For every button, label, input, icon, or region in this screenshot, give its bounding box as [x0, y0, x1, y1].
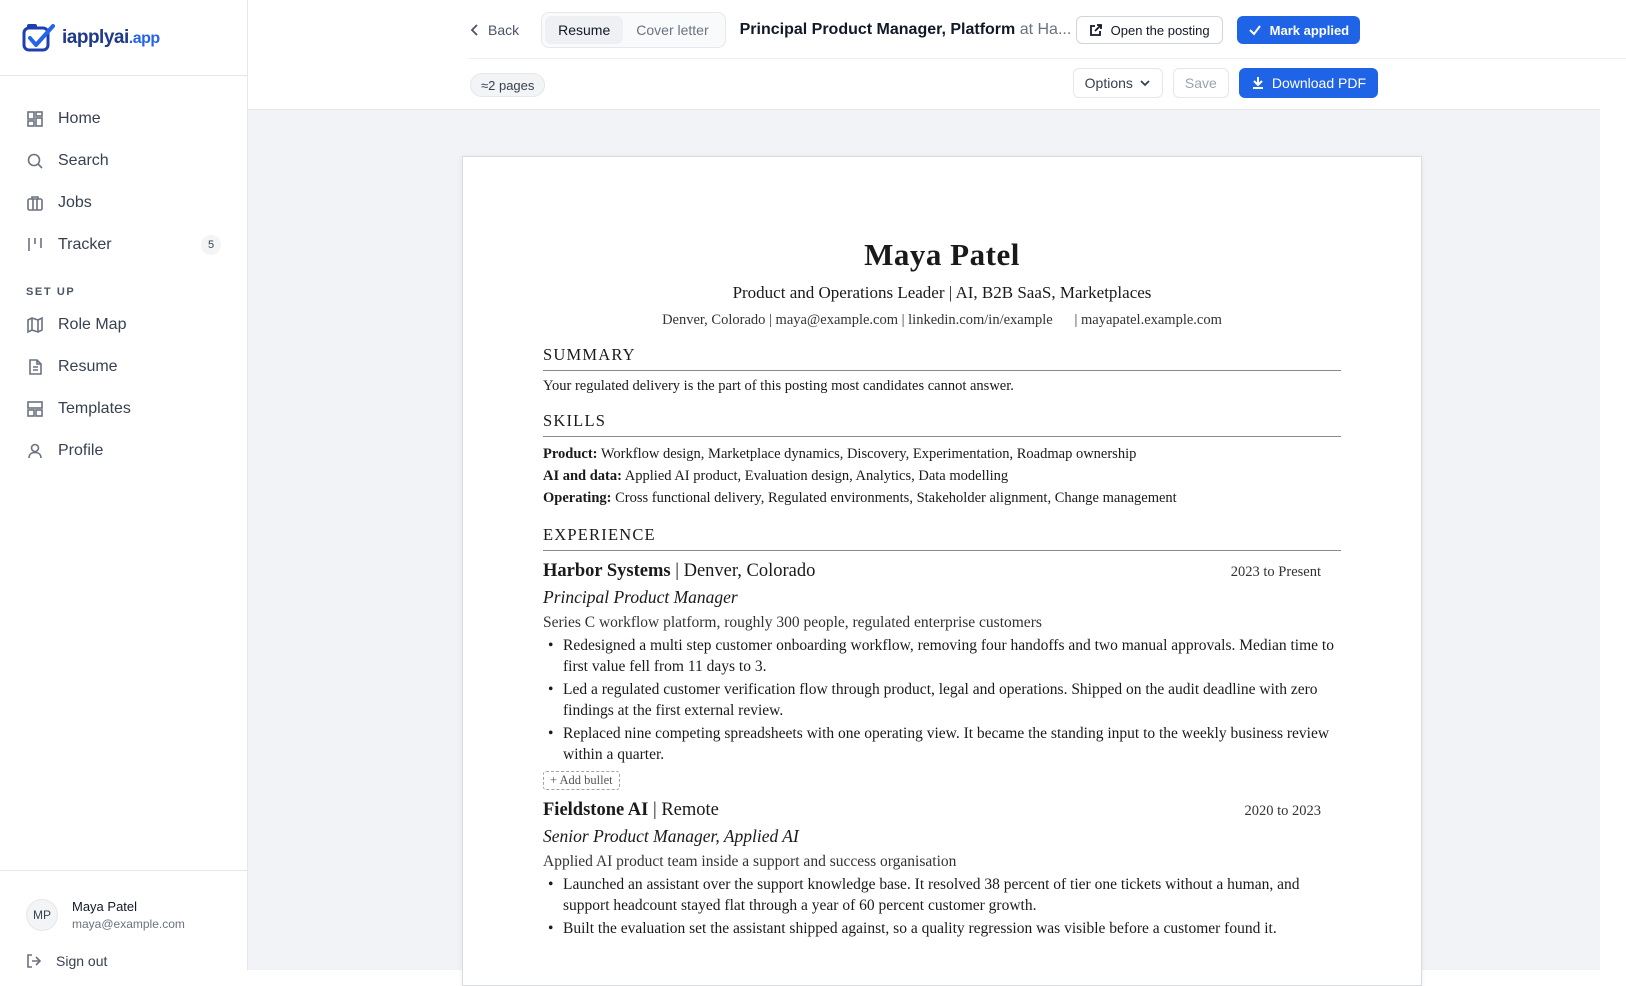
toolbar-divider — [468, 58, 1626, 59]
user-icon — [26, 442, 44, 460]
download-icon — [1251, 76, 1265, 90]
preview-canvas — [248, 110, 1600, 970]
user-name: Maya Patel — [72, 899, 138, 914]
download-label: Download PDF — [1271, 75, 1366, 91]
skill-value: Applied AI product, Evaluation design, Analytics, Data modelling — [624, 468, 1009, 484]
brand-name: iapplyai.app — [62, 26, 160, 48]
bullet[interactable]: • Launched an assistant over the support knowledge base. It resolved 38 percent of tier one tickets without a human, and support headcount stayed flat through a year of 60 percent customer growth. — [543, 874, 1341, 916]
tab-cover-letter[interactable]: Cover letter — [636, 22, 709, 38]
job-title-text: Principal Product Manager, Platform — [739, 21, 1016, 38]
sign-out-icon — [26, 953, 42, 969]
job-header — [543, 561, 1341, 582]
user-menu[interactable] — [26, 899, 247, 931]
job-description[interactable]: Series C workflow platform, roughly 300 people, regulated enterprise customers — [543, 614, 1042, 631]
job-bullets — [543, 635, 1341, 765]
sidebar — [0, 0, 248, 970]
open-posting-label: Open the posting — [1110, 22, 1210, 38]
check-icon — [1248, 23, 1262, 37]
setup-section-title: SET UP — [26, 286, 76, 298]
bullet[interactable]: • Built the evaluation set the assistant shipped against, so a quality regression was visible before a customer found it. — [543, 918, 1341, 939]
resume-contact[interactable]: Denver, Colorado | maya@example.com | linkedin.com/in/example | mayapatel.example.com — [662, 312, 1222, 328]
user-email: maya@example.com — [72, 917, 185, 931]
job-description[interactable]: Applied AI product team inside a support and success organisation — [543, 853, 957, 870]
sign-out-button[interactable] — [26, 953, 247, 969]
resume-page — [462, 156, 1422, 986]
chevron-down-icon — [1139, 77, 1151, 89]
skill-row[interactable] — [543, 465, 1341, 487]
sidebar-item-label: Templates — [58, 400, 131, 417]
templates-icon — [26, 400, 44, 418]
skill-label: AI and data: — [543, 468, 622, 484]
tracker-count-badge: 5 — [201, 235, 221, 255]
company-location: | Remote — [652, 800, 719, 820]
skill-label: Product: — [543, 446, 598, 462]
sidebar-item-search[interactable] — [0, 140, 247, 182]
skills-list — [543, 443, 1341, 509]
summary-heading: SUMMARY — [543, 345, 1341, 371]
options-label: Options — [1084, 75, 1133, 91]
toolbar-row-primary — [468, 11, 1626, 49]
save-button[interactable]: Save — [1173, 68, 1229, 98]
map-icon — [26, 316, 44, 334]
skills-heading: SKILLS — [543, 411, 1341, 437]
sidebar-item-label: Profile — [58, 442, 104, 459]
sidebar-item-templates[interactable] — [0, 388, 247, 430]
company-name: Harbor Systems — [543, 561, 671, 581]
resume-headline[interactable]: Product and Operations Leader | AI, B2B SaaS, Marketplaces — [732, 283, 1152, 302]
skill-value: Cross functional delivery, Regulated environments, Stakeholder alignment, Change management — [615, 490, 1177, 506]
document-icon — [26, 358, 44, 376]
sidebar-item-label: Jobs — [58, 194, 92, 211]
brand[interactable] — [0, 0, 247, 76]
job-role[interactable]: Senior Product Manager, Applied AI — [543, 826, 799, 846]
document-tabs — [541, 12, 726, 48]
back-label: Back — [488, 22, 520, 38]
mark-applied-button[interactable] — [1237, 16, 1360, 44]
search-icon — [26, 152, 44, 170]
sidebar-item-role-map[interactable] — [0, 304, 247, 346]
download-pdf-button[interactable] — [1239, 68, 1378, 98]
sign-out-label: Sign out — [56, 953, 108, 969]
job-header — [543, 800, 1341, 821]
avatar: MP — [26, 899, 58, 931]
company-location: | Denver, Colorado — [675, 561, 816, 581]
sidebar-item-label: Tracker — [58, 236, 112, 253]
sidebar-item-label: Home — [58, 110, 101, 127]
skill-row[interactable] — [543, 443, 1341, 465]
bullet[interactable]: • Redesigned a multi step customer onboarding workflow, removing four handoffs and two manual approvals. Median time to first value fell from 11 days to 3. — [543, 635, 1341, 677]
tab-resume[interactable]: Resume — [545, 16, 623, 44]
back-button[interactable] — [468, 22, 519, 38]
job-company: at Ha... — [1019, 21, 1072, 38]
sidebar-item-label: Resume — [58, 358, 118, 375]
resume-name[interactable]: Maya Patel — [864, 237, 1020, 272]
home-grid-icon — [26, 110, 44, 128]
sidebar-item-resume[interactable] — [0, 346, 247, 388]
skill-value: Workflow design, Marketplace dynamics, Discovery, Experimentation, Roadmap ownership — [600, 446, 1137, 462]
bullet[interactable]: • Led a regulated customer verification flow through product, legal and operations. Shipped on the audit deadline with zero findings at the first external review. — [543, 679, 1341, 721]
job-company-line[interactable] — [543, 800, 719, 821]
main-nav — [0, 76, 247, 472]
mark-applied-label: Mark applied — [1269, 22, 1350, 38]
job-dates[interactable]: 2023 to Present — [1230, 564, 1321, 580]
sidebar-item-label: Role Map — [58, 316, 127, 333]
sidebar-item-jobs[interactable] — [0, 182, 247, 224]
sidebar-item-home[interactable] — [0, 98, 247, 140]
sidebar-item-profile[interactable] — [0, 430, 247, 472]
add-bullet-button[interactable]: + Add bullet — [543, 771, 620, 790]
external-link-icon — [1089, 23, 1103, 37]
sidebar-item-label: Search — [58, 152, 109, 169]
job-role[interactable]: Principal Product Manager — [543, 587, 738, 607]
job-company-line[interactable] — [543, 561, 815, 582]
logo-icon — [22, 22, 58, 54]
briefcase-icon — [26, 194, 44, 212]
job-bullets — [543, 874, 1341, 939]
summary-text[interactable]: Your regulated delivery is the part of this posting most candidates cannot answer. — [543, 378, 1014, 394]
job-title — [739, 21, 1072, 39]
chevron-left-icon — [468, 23, 482, 37]
user-panel — [0, 870, 247, 970]
toolbar-row-secondary — [1073, 68, 1378, 98]
skill-row[interactable] — [543, 487, 1341, 509]
experience-heading: EXPERIENCE — [543, 525, 1341, 551]
bullet[interactable]: • Replaced nine competing spreadsheets with one operating view. It became the standing input to the weekly business review within a quarter. — [543, 723, 1341, 765]
sidebar-item-tracker[interactable] — [0, 224, 247, 266]
job-dates[interactable]: 2020 to 2023 — [1244, 803, 1321, 819]
skill-label: Operating: — [543, 490, 612, 506]
options-dropdown[interactable] — [1073, 68, 1163, 98]
open-posting-button[interactable] — [1076, 16, 1223, 44]
tracker-icon — [26, 236, 44, 254]
editor-toolbar — [248, 0, 1600, 110]
page-count-pill: ≈2 pages — [470, 73, 545, 97]
company-name: Fieldstone AI — [543, 800, 649, 820]
